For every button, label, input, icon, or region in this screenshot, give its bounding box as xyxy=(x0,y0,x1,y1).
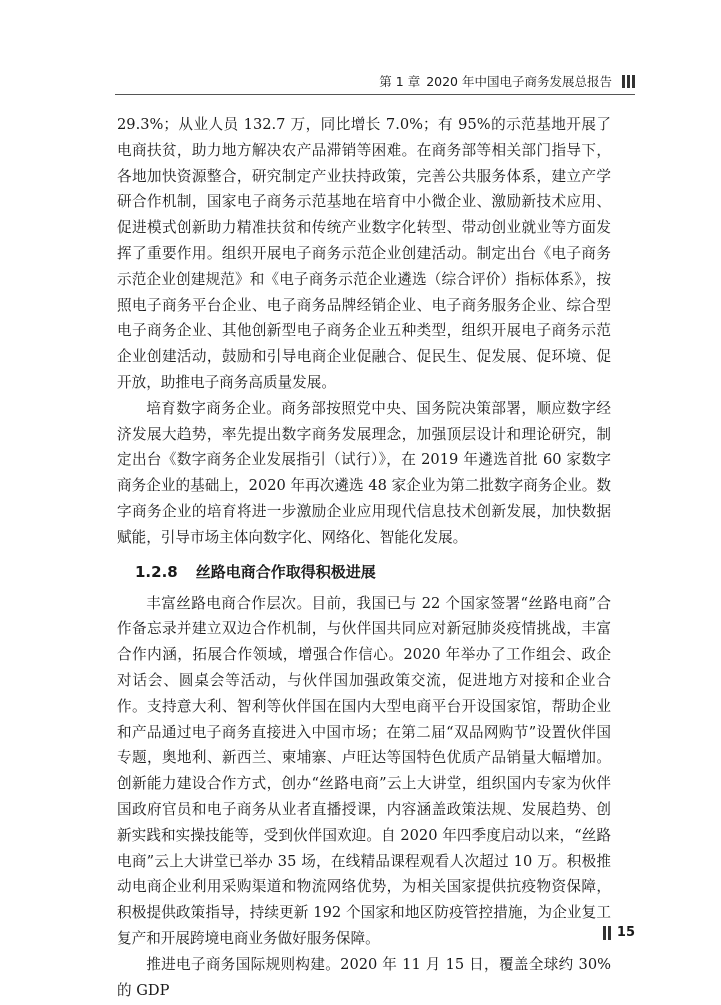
section-title: 丝路电商合作取得积极进展 xyxy=(195,562,376,581)
footer-bars-icon xyxy=(603,926,611,940)
paragraph-1: 29.3%；从业人员 132.7 万，同比增长 7.0%；有 95%的示范基地开展了电商扶贫，助力地方解决农产品滞销等困难。在商务部等相关部门指导下，各地加快资源整合，研究制定产业扶持政策，完善公共服务体系，建立产学研合作机制，国家电子商务示范基地在培育中小微企业、激励新技术应用、促进模式创新助力精准扶贫和传统产业数字化转型、带动创业就业等方面发挥了重要作用。组织开展电子商务示范企业创建活动。制定出台《电子商务示范企业创建规范》和《电子商务示范企业遴选（综合评价）指标体系》，按照电子商务平台企业、电子商务品牌经销企业、电子商务服务企业、综合型电子商务企业、其他创新型电子商务企业五种类型，组织开展电子商务示范企业创建活动，鼓励和引导电商企业促融合、促民生、促发展、促环境、促开放，助推电子商务高质量发展。 xyxy=(117,116,611,391)
report-title: 2020 年中国电子商务发展总报告 xyxy=(426,74,612,89)
paragraph-4: 推进电子商务国际规则构建。2020 年 11 月 15 日，覆盖全球约 30%的 GDP xyxy=(117,955,611,999)
chapter-label: 第 1 章 xyxy=(379,74,421,89)
page-number: 15 xyxy=(616,925,635,940)
header-bars-icon xyxy=(622,75,635,88)
header-rule xyxy=(115,94,635,95)
paragraph-2: 培育数字商务企业。商务部按照党中央、国务院决策部署，顺应数字经济发展大趋势，率先提出数字商务发展理念，加强顶层设计和理论研究，制定出台《数字商务企业发展指引（试行）》，在 2019 年遴选首批 60 家数字商务企业的基础上，2020 年再次遴选 48 家企业为第二批数字商务企业。数字商务企业的培育将进一步激励企业应用现代信息技术创新发展，加快数据赋能，引导市场主体向数字化、网络化、智能化发展。 xyxy=(117,399,611,546)
paragraph-3: 丰富丝路电商合作层次。目前，我国已与 22 个国家签署“丝路电商”合作备忘录并建立双边合作机制，与伙伴国共同应对新冠肺炎疫情挑战，丰富合作内涵，拓展合作领域，增强合作信心。2020 年举办了工作组会、政企对话会、圆桌会等活动，与伙伴国加强政策交流，促进地方对接和企业合作。支持意大利、智利等伙伴国在国内大型电商平台开设国家馆，帮助企业和产品通过电子商务直接进入中国市场；在第二届“双品网购节”设置伙伴国专题，奥地利、新西兰、柬埔寨、卢旺达等国特色优质产品销量大幅增加。创新能力建设合作方式，创办“丝路电商”云上大讲堂，组织国内专家为伙伴国政府官员和电子商务从业者直播授课，内容涵盖政策法规、发展趋势、创新实践和实操技能等，受到伙伴国欢迎。自 2020 年四季度启动以来，“丝路电商”云上大讲堂已举办 35 场，在线精品课程观看人次超过 10 万。积极推动电商企业利用采购渠道和物流网络优势，为相关国家提供抗疫物资保障，积极提供政策指导，持续更新 192 个国家和地区防疫管控措施，为企业复工复产和开展跨境电商业务做好服务保障。 xyxy=(117,594,611,947)
page-body xyxy=(117,112,611,1003)
section-heading xyxy=(117,559,611,585)
section-number: 1.2.8 xyxy=(135,562,178,581)
page-footer xyxy=(603,925,635,940)
running-header xyxy=(379,72,635,90)
